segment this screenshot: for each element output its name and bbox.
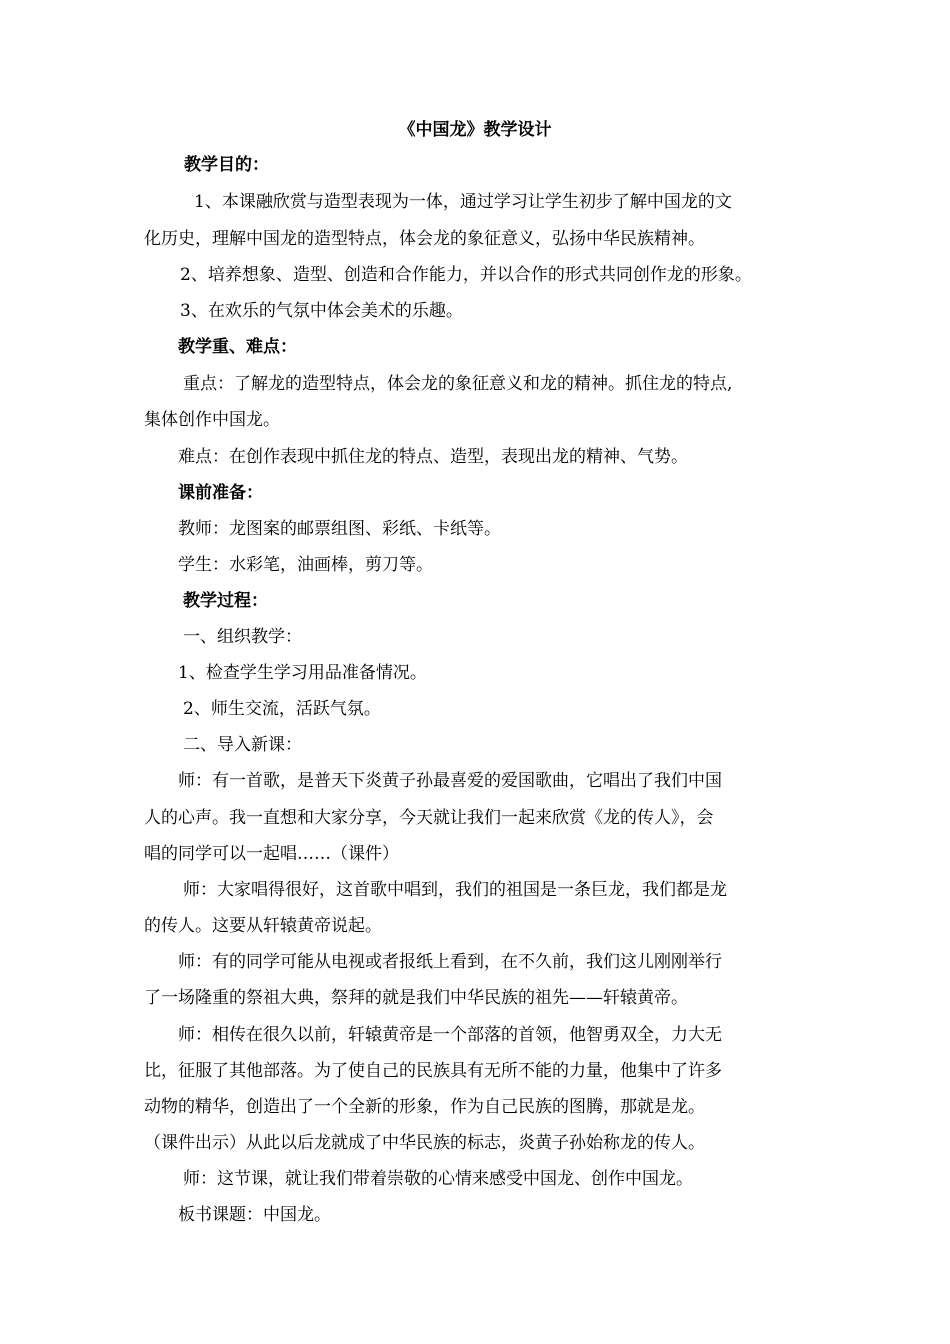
paragraph-5: 师：这节课，就让我们带着崇敬的心情来感受中国龙、创作中国龙。: [183, 1169, 693, 1189]
board-title-line: 板书课题：中国龙。: [178, 1205, 331, 1225]
process-heading: 教学过程：: [183, 591, 268, 611]
paragraph-1-line-2: 人的心声。我一直想和大家分享，今天就让我们一起来欣赏《龙的传人》，会: [144, 808, 714, 828]
key-points-heading: 教学重、难点：: [178, 337, 297, 357]
preparation-heading: 课前准备：: [178, 483, 263, 503]
process-part-2-title: 二、导入新课：: [183, 735, 302, 755]
paragraph-1-line-1: 师：有一首歌，是普天下炎黄子孙最喜爱的爱国歌曲，它唱出了我们中国: [178, 771, 722, 791]
paragraph-2-line-2: 的传人。这要从轩辕黄帝说起。: [144, 916, 382, 936]
difficulty-line: 难点：在创作表现中抓住龙的特点、造型，表现出龙的精神、气势。: [178, 447, 688, 467]
objective-2: 2、培养想象、造型、创造和合作能力，并以合作的形式共同创作龙的形象。: [180, 265, 752, 285]
preparation-teacher: 教师：龙图案的邮票组图、彩纸、卡纸等。: [178, 519, 501, 539]
paragraph-4-line-4: （课件出示）从此以后龙就成了中华民族的标志，炎黄子孙始称龙的传人。: [144, 1133, 705, 1153]
focus-line-1: 重点：了解龙的造型特点，体会龙的象征意义和龙的精神。抓住龙的特点,: [183, 374, 733, 394]
process-part-1-title: 一、组织教学：: [183, 627, 302, 647]
paragraph-3-line-1: 师：有的同学可能从电视或者报纸上看到，在不久前，我们这儿刚刚举行: [178, 952, 722, 972]
focus-line-2: 集体创作中国龙。: [144, 410, 280, 430]
paragraph-4-line-3: 动物的精华，创造出了一个全新的形象，作为自己民族的图腾，那就是龙。: [144, 1097, 705, 1117]
objective-3: 3、在欢乐的气氛中体会美术的乐趣。: [180, 301, 463, 321]
document-title: 《中国龙》教学设计: [398, 120, 552, 140]
objective-1-line-1: 1、本课融欣赏与造型表现为一体，通过学习让学生初步了解中国龙的文: [194, 192, 732, 212]
paragraph-2-line-1: 师：大家唱得很好，这首歌中唱到，我们的祖国是一条巨龙，我们都是龙: [183, 880, 727, 900]
paragraph-3-line-2: 了一场隆重的祭祖大典，祭拜的就是我们中华民族的祖先——轩辕黄帝。: [144, 988, 688, 1008]
preparation-student: 学生：水彩笔，油画棒，剪刀等。: [178, 555, 433, 575]
paragraph-4-line-1: 师：相传在很久以前，轩辕黄帝是一个部落的首领，他智勇双全，力大无: [178, 1025, 722, 1045]
objectives-heading: 教学目的：: [184, 155, 269, 175]
paragraph-1-line-3: 唱的同学可以一起唱……（课件）: [144, 844, 399, 864]
process-part-1-item-2: 2、师生交流，活跃气氛。: [183, 699, 381, 719]
paragraph-4-line-2: 比，征服了其他部落。为了使自己的民族具有无所不能的力量，他集中了许多: [144, 1061, 722, 1081]
objective-1-line-2: 化历史，理解中国龙的造型特点，体会龙的象征意义，弘扬中华民族精神。: [144, 229, 705, 249]
process-part-1-item-1: 1、检查学生学习用品准备情况。: [178, 663, 427, 683]
